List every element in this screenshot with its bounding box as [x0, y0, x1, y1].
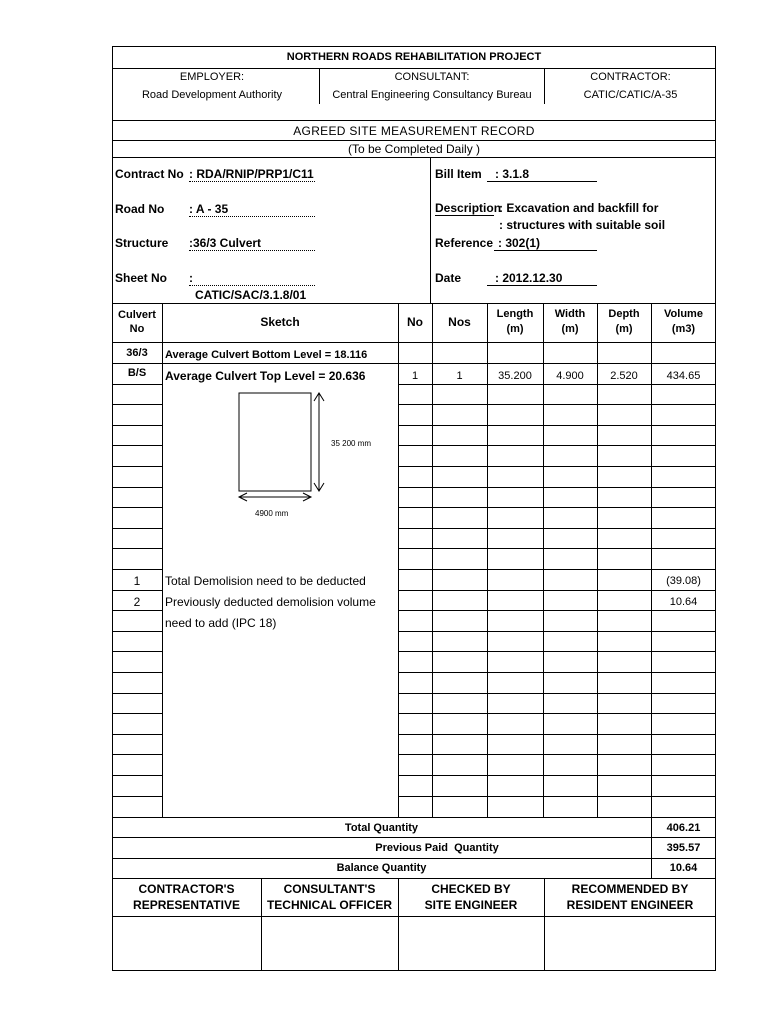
col-culvert-no-line1: Culvert	[118, 309, 156, 321]
recommended-signature-line2: RESIDENT ENGINEER	[566, 898, 694, 912]
recommended-signature-line1: RECOMMENDED BY	[571, 882, 689, 896]
checked-signature-line2: SITE ENGINEER	[424, 898, 518, 912]
row4-volume: 10.64	[669, 596, 698, 608]
divider	[112, 120, 716, 121]
divider	[112, 303, 716, 304]
row1-sketch: Average Culvert Bottom Level = 18.116	[165, 349, 368, 361]
record-title: AGREED SITE MEASUREMENT RECORD	[293, 124, 535, 138]
consultant-signature-header	[261, 881, 398, 913]
col-volume-line1: Volume	[664, 308, 703, 320]
col-depth-line2: (m)	[615, 323, 633, 335]
col-culvert-no-line2: No	[129, 323, 145, 335]
divider	[112, 140, 716, 141]
description-label-a: Descriptio	[435, 201, 494, 215]
row-line	[112, 693, 162, 694]
col-width-line1: Width	[554, 308, 586, 320]
row3-culvert: 1	[133, 574, 141, 588]
col-no: No	[407, 315, 423, 329]
consultant-name: Central Engineering Consultancy Bureau	[332, 89, 532, 101]
description-line2: : structures with suitable soil	[499, 218, 666, 232]
row-line	[398, 404, 716, 405]
row2-width: 4.900	[556, 370, 584, 382]
col-sketch: Sketch	[260, 315, 300, 329]
date-value: : 2012.12.30	[487, 271, 597, 286]
structure-value: :36/3 Culvert	[189, 236, 315, 251]
checked-signature-header	[398, 881, 544, 913]
row2-depth: 2.520	[610, 370, 638, 382]
bill-item-value: : 3.1.8	[487, 167, 597, 182]
divider	[112, 68, 716, 69]
culvert-sketch	[225, 385, 385, 525]
row-line	[398, 713, 716, 714]
contract-value: : RDA/RNIP/PRP1/C11	[189, 167, 314, 181]
row-line	[398, 363, 716, 364]
contractor-signature-header	[112, 881, 261, 913]
sketch-length-label: 35 200 mm	[331, 439, 372, 448]
row4-culvert: 2	[133, 595, 141, 609]
col-length-line2: (m)	[506, 323, 524, 335]
row-line	[398, 796, 716, 797]
employer-label: EMPLOYER:	[179, 71, 245, 83]
consultant-signature-box[interactable]	[262, 917, 397, 970]
checked-signature-line1: CHECKED BY	[431, 882, 511, 896]
row-line	[398, 445, 716, 446]
total-quantity-label: Total Quantity	[344, 822, 419, 834]
row-line	[112, 569, 162, 570]
row-line	[112, 754, 162, 755]
description-label	[435, 201, 501, 215]
recommended-signature-header	[544, 881, 716, 913]
col-culvert-no	[112, 308, 162, 336]
sketch-width-label: 4900 mm	[255, 509, 289, 518]
reference-value: : 302(1)	[494, 236, 597, 251]
total-quantity-value: 406.21	[666, 822, 701, 834]
record-subtitle: (To be Completed Daily )	[347, 142, 481, 156]
row-line	[112, 445, 162, 446]
row-line	[112, 610, 162, 611]
row-line	[398, 487, 716, 488]
row-line	[112, 363, 162, 364]
project-title: NORTHERN ROADS REHABILITATION PROJECT	[286, 51, 542, 63]
row-line	[398, 610, 716, 611]
contractor-signature-box[interactable]	[113, 917, 260, 970]
row-line	[398, 693, 716, 694]
date-label: Date	[435, 271, 462, 285]
contractor-signature-line1: CONTRACTOR'S	[138, 882, 235, 896]
description-label-b: n	[493, 201, 502, 215]
row-line	[112, 487, 162, 488]
row-line	[112, 404, 162, 405]
row3-sketch: Total Demolision need to be deducted	[165, 574, 366, 588]
row-line	[112, 590, 162, 591]
consultant-signature-line2: TECHNICAL OFFICER	[266, 898, 393, 912]
row-line	[398, 672, 716, 673]
col-length-line1: Length	[496, 308, 534, 320]
col-depth	[597, 307, 651, 337]
row-line	[398, 569, 716, 570]
col-length	[487, 307, 543, 337]
col-depth-line1: Depth	[608, 308, 640, 320]
row-line	[112, 631, 162, 632]
divider	[112, 817, 716, 818]
row-line	[112, 384, 162, 385]
row-line	[112, 775, 162, 776]
row-line	[398, 528, 716, 529]
divider	[112, 342, 716, 343]
row-line	[112, 651, 162, 652]
row-line	[112, 466, 162, 467]
row5-sketch: need to add (IPC 18)	[165, 616, 277, 630]
row-line	[398, 507, 716, 508]
divider	[112, 858, 716, 859]
row2-nos: 1	[456, 370, 463, 382]
col-volume	[651, 307, 716, 337]
balance-quantity-value: 10.64	[669, 862, 698, 874]
col-width-line2: (m)	[561, 323, 579, 335]
divider	[112, 837, 716, 838]
bill-item-label: Bill Item	[435, 167, 482, 181]
sheet-colon: :	[189, 271, 315, 286]
reference-label: Reference	[435, 236, 494, 250]
divider	[112, 157, 716, 158]
culvert-outline	[239, 393, 311, 491]
row2-length: 35.200	[498, 370, 532, 382]
row-line	[398, 631, 716, 632]
divider	[430, 157, 431, 303]
contractor-signature-line2: REPRESENTATIVE	[133, 898, 240, 912]
row2-sketch: Average Culvert Top Level = 20.636	[165, 369, 366, 383]
col-nos: Nos	[448, 315, 471, 329]
divider	[112, 878, 716, 879]
previous-paid-label: Previous Paid Quantity	[375, 842, 499, 854]
sheet-value: CATIC/SAC/3.1.8/01	[195, 288, 307, 302]
row-line	[112, 672, 162, 673]
grid-line	[162, 303, 163, 817]
row-line	[112, 507, 162, 508]
row-line	[398, 466, 716, 467]
row-line	[398, 651, 716, 652]
row-line	[398, 425, 716, 426]
previous-paid-value: 395.57	[666, 842, 701, 854]
road-label: Road No	[115, 202, 165, 216]
balance-quantity-label: Balance Quantity	[336, 862, 427, 874]
row-line	[398, 590, 716, 591]
checked-signature-box[interactable]	[399, 917, 543, 970]
road-value: : A - 35	[189, 202, 315, 217]
description-line1: : Excavation and backfill for	[499, 201, 659, 215]
row-line	[112, 528, 162, 529]
row-line	[112, 425, 162, 426]
sheet-label: Sheet No	[115, 271, 168, 285]
row-line	[398, 548, 716, 549]
col-width	[543, 307, 597, 337]
row-line	[112, 734, 162, 735]
row4-sketch: Previously deducted demolision volume	[165, 595, 376, 609]
row-line	[398, 384, 716, 385]
row2-culvert: B/S	[127, 367, 147, 379]
contractor-name: CATIC/CATIC/A-35	[583, 89, 678, 101]
row-line	[112, 796, 162, 797]
row-line	[112, 548, 162, 549]
contractor-label: CONTRACTOR:	[590, 71, 671, 83]
recommended-signature-box[interactable]	[545, 917, 715, 970]
row-line	[398, 734, 716, 735]
consultant-label: CONSULTANT:	[394, 71, 470, 83]
col-volume-line2: (m3)	[671, 323, 696, 335]
contract-label: Contract No	[115, 167, 184, 181]
employer-name: Road Development Authority	[141, 89, 283, 101]
row-line	[112, 713, 162, 714]
consultant-signature-line1: CONSULTANT'S	[283, 882, 376, 896]
row2-no: 1	[411, 370, 419, 382]
row-line	[398, 754, 716, 755]
row-line	[398, 775, 716, 776]
structure-label: Structure	[115, 236, 169, 250]
row1-culvert: 36/3	[126, 347, 148, 359]
row3-volume: (39.08)	[666, 575, 701, 587]
row-line	[162, 363, 398, 364]
row2-volume: 434.65	[666, 370, 701, 382]
